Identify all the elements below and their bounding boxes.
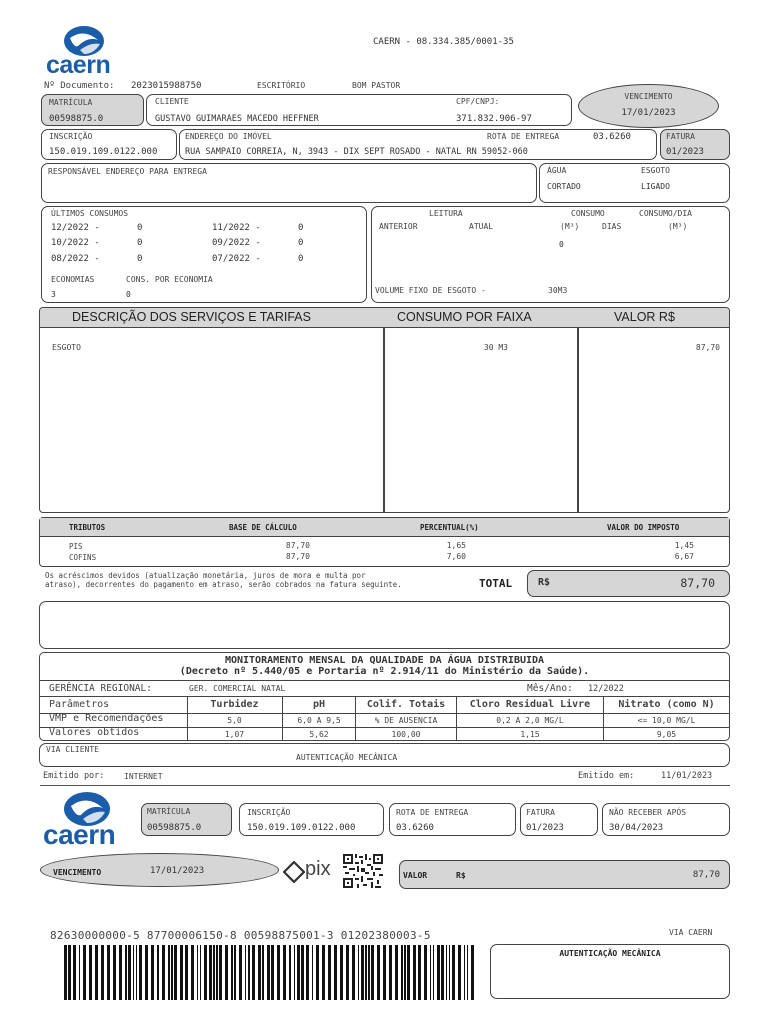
barcode-bar bbox=[162, 945, 165, 1000]
services-col-desc: DESCRIÇÃO DOS SERVIÇOS E TARIFAS bbox=[72, 310, 311, 324]
barcode-bar bbox=[294, 945, 295, 1000]
consumo-value: 0 bbox=[298, 223, 304, 233]
stub-nao-receber: 30/04/2023 bbox=[609, 823, 664, 833]
tax-valor: 1,45 bbox=[674, 541, 694, 550]
caern-logo bbox=[44, 24, 126, 79]
wq-divider bbox=[456, 696, 457, 740]
barcode-bar bbox=[168, 945, 169, 1000]
barcode-bar bbox=[418, 945, 421, 1000]
consumo-month: 12/2022 - bbox=[51, 223, 100, 233]
rota-label: ROTA DE ENTREGA bbox=[487, 132, 560, 141]
esgoto-label: ESGOTO bbox=[641, 166, 670, 175]
wq-mes-ano-label: Mês/Ano: bbox=[527, 683, 573, 694]
barcode-bar bbox=[128, 945, 131, 1000]
stub-valor-label: VALOR bbox=[403, 871, 428, 880]
wq-header: Turbidez bbox=[210, 699, 259, 710]
barcode-bar bbox=[452, 945, 455, 1000]
tax-pct: 7,60 bbox=[446, 552, 466, 561]
barcode-bar bbox=[216, 945, 217, 1000]
wq-divider bbox=[603, 696, 604, 740]
services-col-faixa: CONSUMO POR FAIXA bbox=[397, 310, 532, 324]
barcode-bar bbox=[83, 945, 86, 1000]
stub-rota: 03.6260 bbox=[396, 823, 434, 833]
consumo-label: CONSUMO bbox=[571, 209, 605, 218]
matricula-value: 00598875.0 bbox=[49, 114, 104, 124]
cliente-label: CLIENTE bbox=[155, 97, 189, 106]
services-col-valor: VALOR R$ bbox=[614, 310, 675, 324]
barcode-bar bbox=[471, 945, 474, 1000]
consumo-month: 07/2022 - bbox=[212, 254, 261, 264]
pix-logo bbox=[283, 858, 335, 886]
wq-cell: 5,62 bbox=[309, 730, 329, 739]
barcode-bar bbox=[239, 945, 242, 1000]
fatura-value: 01/2023 bbox=[666, 147, 704, 157]
barcode-bar bbox=[267, 945, 270, 1000]
barcode-bar bbox=[446, 945, 447, 1000]
consumo-value: 0 bbox=[298, 254, 304, 264]
barcode-bar bbox=[346, 945, 349, 1000]
wq-cell: 0,2 A 2,0 MG/L bbox=[496, 716, 564, 725]
wq-divider bbox=[40, 727, 729, 728]
wq-divider bbox=[40, 696, 729, 697]
barcode-bar bbox=[64, 945, 67, 1000]
stub-matricula-label: MATRÍCULA bbox=[147, 807, 191, 816]
agua-value: CORTADO bbox=[547, 182, 581, 191]
leitura-label: LEITURA bbox=[429, 209, 463, 218]
barcode-bar bbox=[234, 945, 235, 1000]
barcode-bar bbox=[245, 945, 246, 1000]
cons-economia-value: 0 bbox=[126, 290, 131, 299]
barcode-bar bbox=[377, 945, 380, 1000]
stub-vencimento-label: VENCIMENTO bbox=[53, 868, 102, 877]
inscricao-value: 150.019.109.0122.000 bbox=[49, 147, 158, 157]
consumo-month: 08/2022 - bbox=[51, 254, 100, 264]
total-note: Os acréscimos devidos (atualização monetária, juros de mora e multa por bbox=[45, 571, 366, 580]
barcode-bar bbox=[95, 945, 98, 1000]
barcode-bar bbox=[248, 945, 251, 1000]
stub-inscricao: 150.019.109.0122.000 bbox=[247, 823, 356, 833]
barcode-bar bbox=[277, 945, 280, 1000]
wq-cell: 100,00 bbox=[391, 730, 421, 739]
cpf-value: 371.832.906-97 bbox=[456, 114, 532, 124]
wq-cell: 6,0 A 9,5 bbox=[297, 716, 341, 725]
barcode-bar bbox=[441, 945, 444, 1000]
m3-label: (M³) bbox=[560, 222, 580, 231]
barcode-bar bbox=[68, 945, 71, 1000]
barcode-bar bbox=[297, 945, 300, 1000]
service-desc: ESGOTO bbox=[52, 343, 81, 352]
qr-code-icon bbox=[343, 854, 383, 888]
barcode-bar bbox=[389, 945, 392, 1000]
tax-name: COFINS bbox=[69, 553, 97, 562]
barcode-bar bbox=[145, 945, 148, 1000]
consumo-dia-label: CONSUMO/DIA bbox=[639, 209, 692, 218]
pix-logo-icon bbox=[283, 861, 305, 883]
barcode-bar bbox=[209, 945, 212, 1000]
stub-fatura-label: FATURA bbox=[526, 808, 555, 817]
wq-header: Colif. Totais bbox=[366, 699, 446, 710]
barcode-bar bbox=[252, 945, 255, 1000]
barcode-bar bbox=[107, 945, 110, 1000]
barcode-bar bbox=[401, 945, 402, 1000]
wq-divider bbox=[40, 680, 729, 681]
office-value: BOM PASTOR bbox=[352, 81, 401, 90]
barcode-bar bbox=[225, 945, 228, 1000]
barcode-bar bbox=[79, 945, 80, 1000]
stub-matricula: 00598875.0 bbox=[147, 823, 202, 833]
endereco-value: RUA SAMPAIO CORREIA, N, 3943 - DIX SEPT ROSADO - NATAL RN 59052-060 bbox=[185, 147, 528, 157]
wq-cell: % DE AUSENCIA bbox=[374, 716, 438, 725]
barcode-bar bbox=[407, 945, 410, 1000]
barcode-bar bbox=[89, 945, 92, 1000]
endereco-label: ENDEREÇO DO IMÓVEL bbox=[185, 132, 272, 141]
wq-divider bbox=[355, 696, 356, 740]
barcode-bar bbox=[430, 945, 431, 1000]
anterior-label: ANTERIOR bbox=[379, 222, 418, 231]
stub-valor-currency: R$ bbox=[456, 871, 466, 880]
economias-label: ECONOMIAS bbox=[51, 275, 95, 284]
cons-economia-label: CONS. POR ECONOMIA bbox=[126, 275, 213, 284]
consumo-value: 0 bbox=[298, 238, 304, 248]
logo-text: caern bbox=[46, 51, 111, 79]
barcode-bar bbox=[113, 945, 116, 1000]
barcode-bar bbox=[365, 945, 366, 1000]
consumo-month: 11/2022 - bbox=[212, 223, 261, 233]
barcode-bar bbox=[371, 945, 374, 1000]
vencimento-label: VENCIMENTO bbox=[624, 92, 673, 101]
tax-base: 87,70 bbox=[285, 552, 310, 561]
consumo-value: 0 bbox=[137, 223, 143, 233]
dias-label: DIAS bbox=[602, 222, 622, 231]
vencimento-oval bbox=[578, 84, 719, 128]
qr-code bbox=[343, 854, 383, 888]
barcode-bar bbox=[119, 945, 122, 1000]
fatura-label: FATURA bbox=[666, 132, 695, 141]
barcode-bar bbox=[437, 945, 440, 1000]
barcode-bar bbox=[174, 945, 177, 1000]
wq-mes-ano: 12/2022 bbox=[588, 684, 624, 694]
company-line: CAERN - 08.334.385/0001-35 bbox=[373, 37, 514, 47]
economias-value: 3 bbox=[51, 290, 56, 299]
barcode-bar bbox=[200, 945, 201, 1000]
stub-rota-label: ROTA DE ENTREGA bbox=[396, 808, 469, 817]
barcode-bar bbox=[271, 945, 274, 1000]
responsavel-label: RESPONSÁVEL ENDEREÇO PARA ENTREGA bbox=[48, 167, 207, 176]
barcode-bar bbox=[301, 945, 304, 1000]
wq-subtitle: (Decreto nº 5.440/05 e Portaria nº 2.914/11 do Ministério da Saúde). bbox=[179, 666, 590, 677]
emitido-em: 11/01/2023 bbox=[661, 771, 713, 781]
taxes-h-pct: PERCENTUAL(%) bbox=[420, 523, 479, 532]
consumo-value: 0 bbox=[137, 254, 143, 264]
barcode-bar bbox=[125, 945, 126, 1000]
barcode-bar bbox=[328, 945, 331, 1000]
consumo-value: 0 bbox=[137, 238, 143, 248]
wq-cell: 5,0 bbox=[227, 716, 242, 725]
tax-valor: 6,67 bbox=[674, 552, 694, 561]
message-box bbox=[39, 601, 730, 649]
barcode-bar bbox=[219, 945, 222, 1000]
rota-value: 03.6260 bbox=[593, 132, 631, 142]
stub-caern-logo bbox=[43, 790, 135, 850]
consumo-reading-value: 0 bbox=[559, 240, 564, 249]
taxes-h-valor: VALOR DO IMPOSTO bbox=[607, 523, 680, 532]
emitido-por: INTERNET bbox=[124, 772, 163, 781]
stub-fatura: 01/2023 bbox=[526, 823, 564, 833]
barcode-bar bbox=[73, 945, 76, 1000]
barcode-bar bbox=[424, 945, 427, 1000]
barcode-bar bbox=[322, 945, 325, 1000]
wq-header: pH bbox=[312, 699, 326, 710]
barcode-bar bbox=[404, 945, 405, 1000]
services-divider bbox=[383, 328, 385, 512]
tax-base: 87,70 bbox=[285, 541, 310, 550]
barcode-bar bbox=[180, 945, 183, 1000]
barcode-icon bbox=[64, 945, 477, 1000]
volume-fixo-label: VOLUME FIXO DE ESGOTO - bbox=[375, 286, 486, 295]
barcode-bar bbox=[312, 945, 313, 1000]
wq-gerencia: GER. COMERCIAL NATAL bbox=[189, 684, 286, 693]
wq-divider bbox=[282, 696, 283, 740]
wq-param-header: Parâmetros bbox=[49, 699, 110, 710]
autenticacao-label: AUTENTICAÇÃO MECÂNICA bbox=[296, 753, 398, 762]
barcode-bar bbox=[289, 945, 290, 1000]
stub-vencimento: 17/01/2023 bbox=[150, 866, 205, 876]
stub-inscricao-label: INSCRIÇÃO bbox=[247, 808, 291, 817]
barcode-bar bbox=[467, 945, 468, 1000]
matricula-label: MATRÍCULA bbox=[49, 98, 93, 107]
barcode-bar bbox=[258, 945, 261, 1000]
wq-row-label: VMP e Recomendações bbox=[49, 713, 164, 724]
barcode-bar bbox=[458, 945, 461, 1000]
pix-text: pix bbox=[305, 858, 331, 880]
atual-label: ATUAL bbox=[469, 222, 494, 231]
barcode-bar bbox=[449, 945, 450, 1000]
barcode-bar bbox=[133, 945, 134, 1000]
barcode-bar bbox=[204, 945, 207, 1000]
wq-title: MONITORAMENTO MENSAL DA QUALIDADE DA ÁGUA DISTRIBUIDA bbox=[224, 655, 545, 666]
barcode-bar bbox=[136, 945, 137, 1000]
via-caern-label: VIA CAERN bbox=[669, 928, 713, 937]
barcode-bar bbox=[306, 945, 309, 1000]
total-currency: R$ bbox=[538, 577, 551, 588]
stub-logo-text: caern bbox=[43, 819, 116, 850]
cpf-label: CPF/CNPJ: bbox=[456, 97, 500, 106]
doc-number-label: Nº Documento: bbox=[44, 81, 115, 91]
service-faixa: 30 M3 bbox=[483, 343, 508, 352]
wq-cell: 1,07 bbox=[224, 730, 245, 739]
emitido-em-label: Emitido em: bbox=[578, 771, 635, 781]
barcode-bar bbox=[101, 945, 104, 1000]
barcode-bar bbox=[151, 945, 154, 1000]
inscricao-label: INSCRIÇÃO bbox=[49, 132, 93, 141]
emitido-por-label: Emitido por: bbox=[43, 771, 105, 781]
consumo-month: 10/2022 - bbox=[51, 238, 100, 248]
tax-pct: 1,65 bbox=[446, 541, 466, 550]
barcode-bar bbox=[191, 945, 194, 1000]
service-valor: 87,70 bbox=[695, 343, 720, 352]
stub-valor: 87,70 bbox=[692, 870, 720, 880]
barcode-bar bbox=[368, 945, 369, 1000]
wq-cell: <= 10,0 MG/L bbox=[637, 716, 696, 725]
wq-header: Cloro Residual Livre bbox=[469, 699, 591, 710]
m3-label: (M³) bbox=[668, 222, 688, 231]
wq-header: Nitrato (como N) bbox=[618, 699, 715, 710]
barcode-bar bbox=[139, 945, 142, 1000]
doc-number: 2023015988750 bbox=[131, 81, 202, 91]
barcode-bar bbox=[197, 945, 198, 1000]
barcode-bar bbox=[316, 945, 319, 1000]
barcode-bar bbox=[464, 945, 465, 1000]
services-table bbox=[39, 307, 730, 513]
volume-fixo-value: 30M3 bbox=[548, 286, 568, 295]
tax-name: PIS bbox=[69, 542, 83, 551]
cut-line bbox=[40, 785, 730, 786]
wq-cell: 9,05 bbox=[656, 730, 677, 739]
barcode-bar bbox=[361, 945, 364, 1000]
barcode-bar bbox=[433, 945, 434, 1000]
barcode-bar bbox=[262, 945, 263, 1000]
barcode-bar bbox=[283, 945, 286, 1000]
barcode-bar bbox=[334, 945, 337, 1000]
agua-label: ÁGUA bbox=[547, 166, 567, 175]
wq-cell: 1,15 bbox=[520, 730, 540, 739]
esgoto-value: LIGADO bbox=[641, 182, 670, 191]
taxes-h-base: BASE DE CÁLCULO bbox=[229, 523, 297, 532]
barcode-bar bbox=[171, 945, 172, 1000]
barcode-bar bbox=[413, 945, 416, 1000]
barcode-bar bbox=[185, 945, 188, 1000]
via-cliente-label: VIA CLIENTE bbox=[46, 745, 99, 754]
cliente-value: GUSTAVO GUIMARAES MACEDO HEFFNER bbox=[155, 114, 319, 124]
total-note: atraso), decorrentes do pagamento em atraso, serão cobrados na fatura seguinte. bbox=[45, 580, 402, 589]
total-value: 87,70 bbox=[680, 576, 715, 590]
consumo-month: 09/2022 - bbox=[212, 238, 261, 248]
services-divider bbox=[577, 328, 579, 512]
taxes-h-tributos: TRIBUTOS bbox=[69, 523, 106, 532]
barcode-bar bbox=[358, 945, 359, 1000]
total-label: TOTAL bbox=[479, 577, 513, 590]
barcode-bar bbox=[231, 945, 232, 1000]
barcode-bar bbox=[340, 945, 343, 1000]
barcode-line: 82630000000-5 87700006150-8 00598875001-3 01202380003-5 bbox=[50, 929, 431, 942]
vencimento-value: 17/01/2023 bbox=[621, 108, 676, 118]
barcode-bar bbox=[383, 945, 386, 1000]
wq-gerencia-label: GERÊNCIA REGIONAL: bbox=[49, 683, 152, 694]
consumos-title: ÚLTIMOS CONSUMOS bbox=[51, 209, 129, 218]
barcode-bar bbox=[395, 945, 398, 1000]
stub-nao-receber-label: NÃO RECEBER APÓS bbox=[609, 808, 687, 817]
wq-divider bbox=[187, 696, 188, 740]
barcode-bar bbox=[213, 945, 214, 1000]
barcode-bar bbox=[157, 945, 160, 1000]
barcode-bar bbox=[352, 945, 355, 1000]
wq-row-label: Valores obtidos bbox=[49, 727, 140, 738]
office-label: ESCRITÓRIO bbox=[257, 81, 306, 90]
stub-autenticacao: AUTENTICAÇÃO MECÂNICA bbox=[559, 949, 661, 958]
